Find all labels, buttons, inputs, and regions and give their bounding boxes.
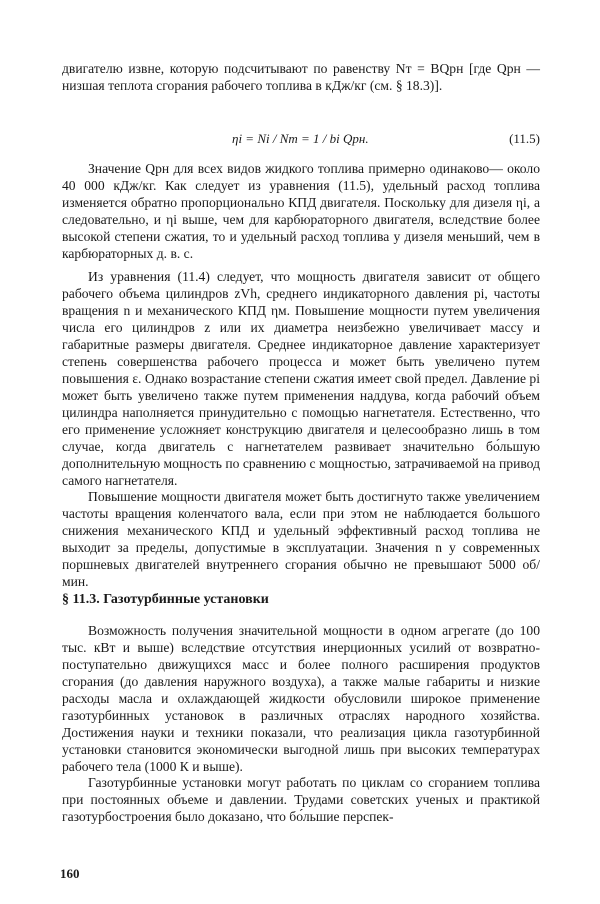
paragraph-rpm: Повышение мощности двигателя может быть достигнуто также увеличением частоты вращения коленчатого вала, если при этом не наблюдается большого снижения механического КПД и удельный эффективный расход топлива не выходит за пределы, допустимые в эксплуатации. Значения n у современных поршневых двигателей внутреннего сгорания обычно не превышают 5000 об/мин. xyxy=(62,489,540,589)
paragraph-block xyxy=(62,774,540,825)
paragraph-gas-turbine-intro: Возможность получения значительной мощности в одном агрегате (до 100 тыс. кВт и выше) вследствие отсутствия инерционных усилий от возвратно-поступательно движущихся масс и более полного расширения продуктов сгорания (до давления наружного воздуха), а также малые габариты и низкие расходы масла и охлаждающей жидкости обусловили широкое применение газотурбинных установок в различных отраслях народного хозяйства. Достижения науки и техники показали, что реализация цикла газотурбинной установки становится экономически выгодной лишь при высоких температурах рабочего тела (1000 К и выше). xyxy=(62,623,540,774)
paragraph-power: Из уравнения (11.4) следует, что мощность двигателя зависит от общего рабочего объема цилиндров zVh, среднего индикаторного давления pi, частоты вращения n и механического КПД ηм. Повышение мощности путем увеличения числа его цилиндров z или их диаметра неизбежно увеличивает массу и габаритные размеры двигателя. Среднее индикаторное давление характеризует степень совершенства рабочего процесса и может быть увеличено путем повышения ε. Однако возрастание степени сжатия имеет свой предел. Давление pi может быть увеличено также путем применения наддува, когда рабочий объем цилиндра наполняется принудительно с помощью нагнетателя. Естественно, что его применение усложняет конструкцию двигателя и целесообразно лишь в том случае, когда двигатель с нагнетателем развивает значительно бо́льшую дополнительную мощность по сравнению с мощностью, затрачиваемой на привод самого нагнетателя. xyxy=(62,269,541,488)
page-number: 160 xyxy=(60,866,80,881)
paragraph-block xyxy=(62,160,540,262)
section-heading: § 11.3. Газотурбинные установки xyxy=(62,592,269,607)
formula-number: (11.5) xyxy=(509,131,540,146)
formula-expression: ηi = Ni / Nт = 1 / bi Qрн. xyxy=(232,131,369,146)
paragraph-block xyxy=(62,622,540,775)
top-paragraph: двигателю извне, которую подсчитывают по равенству Nт = BQрн [где Qрн — низшая теплота сгорания рабочего топлива в кДж/кг (см. § 18.3)]. xyxy=(62,61,540,93)
paragraph-block xyxy=(62,488,540,590)
top-paragraph-block xyxy=(62,60,540,94)
paragraph-efficiency: Значение Qрн для всех видов жидкого топлива примерно одинаково— около 40 000 кДж/кг. Как следует из уравнения (11.5), удельный расход топлива изменяется обратно пропорционально КПД двигателя. Поскольку для дизеля ηi, а следовательно, и ηi выше, чем для карбюраторного двигателя, вследствие более высокой степени сжатия, то и удельный расход топлива у дизеля меньший, чем в карбюраторных д. в. с. xyxy=(62,161,540,261)
paragraph-gas-turbine-cycles: Газотурбинные установки могут работать по циклам со сгоранием топлива при постоянных объеме и давлении. Трудами советских ученых и практикой газотурбостроения было доказано, что бо́льшие перспек- xyxy=(62,775,540,824)
paragraph-block xyxy=(62,268,540,489)
